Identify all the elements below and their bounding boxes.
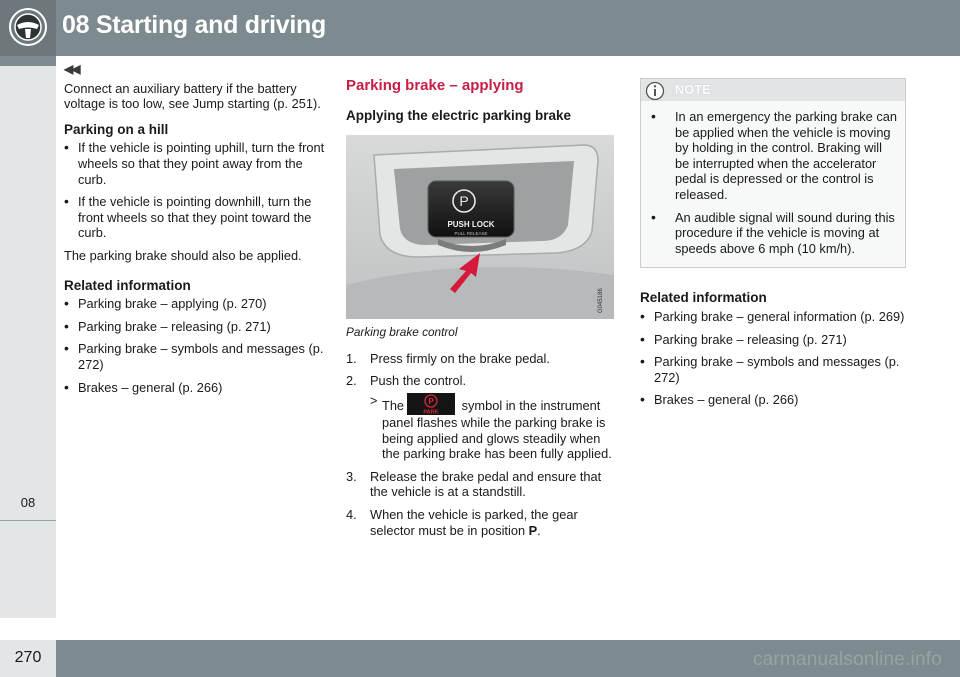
step-item — [346, 469, 618, 500]
related-link[interactable]: • Parking brake – releasing (p. 271) — [640, 332, 906, 348]
gear-position: P — [528, 522, 538, 538]
related-link[interactable]: • Brakes – general (p. 266) — [64, 380, 329, 396]
parking-brake-illustration — [346, 135, 614, 319]
step-text: Push the control. — [370, 373, 467, 389]
park-brake-symbol-icon — [407, 393, 455, 415]
watermark: carmanualsonline.info — [752, 649, 942, 670]
steps-list — [346, 351, 618, 538]
result-pre-text: The — [382, 397, 405, 413]
figure-caption: Parking brake control — [346, 325, 458, 340]
step-end: . — [537, 522, 541, 538]
figure-button-text: PUSH LOCK — [447, 220, 495, 230]
step-number: 1. — [346, 350, 357, 366]
related-link[interactable]: • Parking brake – symbols and messages (p. 272) — [64, 341, 329, 372]
step-number: 2. — [346, 373, 357, 389]
step-number: 3. — [346, 468, 357, 484]
related-heading: Related information — [64, 277, 191, 293]
side-tab-top-band — [0, 56, 56, 66]
step-item — [346, 351, 618, 367]
subheading: Applying the electric parking brake — [346, 107, 572, 123]
continued-arrows-icon: ◀◀ — [64, 62, 79, 76]
step-text: Press firmly on the brake pedal. — [370, 350, 550, 366]
right-column — [640, 78, 906, 415]
list-item: • If the vehicle is pointing downhill, turn the front wheels so that they point toward the curb. — [64, 194, 329, 241]
step-text: When the vehicle is parked, the gear selector must be in position — [370, 506, 578, 538]
note-header — [641, 79, 905, 101]
step-number: 4. — [346, 506, 357, 522]
note-label: NOTE — [675, 83, 711, 97]
related-link[interactable]: • Brakes – general (p. 266) — [640, 392, 906, 408]
note-body — [641, 101, 905, 267]
section-title: Parking brake – applying — [346, 77, 524, 94]
figure-symbol: P — [459, 193, 469, 210]
related-link[interactable]: • Parking brake – releasing (p. 271) — [64, 319, 329, 335]
page-number: 270 — [14, 649, 42, 666]
parking-brake-figure — [346, 135, 614, 319]
step-text: Release the brake pedal and ensure that the vehicle is at a standstill. — [370, 468, 602, 500]
result-marker: > — [370, 392, 378, 408]
related-list — [64, 296, 329, 395]
note-box — [640, 78, 906, 268]
info-icon — [645, 81, 665, 101]
middle-column — [346, 78, 618, 545]
steering-wheel-icon — [8, 7, 48, 47]
related-link[interactable]: • Parking brake – applying (p. 270) — [64, 296, 329, 312]
list-item: • An audible signal will sound during this procedure if the vehicle is moving at speeds above 6 mph (10 km/h). — [651, 210, 897, 257]
step-item — [346, 507, 618, 538]
brake-note-text: The parking brake should also be applied. — [64, 247, 302, 263]
park-icon-symbol: P — [428, 396, 434, 406]
hill-heading: Parking on a hill — [64, 121, 169, 137]
side-tab-divider — [0, 520, 56, 521]
step-result — [370, 393, 618, 462]
intro-text: Connect an auxiliary battery if the battery voltage is too low, see Jump starting (p. 251). — [64, 80, 321, 112]
side-chapter-number: 08 — [20, 495, 36, 510]
note-list — [651, 109, 897, 256]
left-column — [64, 62, 329, 402]
hill-list — [64, 140, 329, 241]
chapter-title: 08 Starting and driving — [62, 11, 326, 39]
step-item — [346, 373, 618, 461]
related-list — [640, 309, 906, 408]
related-link[interactable]: • Parking brake – general information (p. 269) — [640, 309, 906, 325]
list-item: • In an emergency the parking brake can be applied when the vehicle is moving by holding in the control. Braking will be interrupted when the accelerator pedal is depressed or the control is released. — [651, 109, 897, 203]
figure-button-subtext: PULL RELEASE — [454, 231, 488, 237]
related-link[interactable]: • Parking brake – symbols and messages (p. 272) — [640, 354, 906, 385]
related-heading: Related information — [640, 290, 767, 306]
result-post-text: symbol in the instrument panel flashes while the parking brake is being applied and glows steadily when the parking brake has been fully applied. — [382, 397, 612, 462]
park-icon-label: PARK — [423, 409, 439, 415]
figure-code: G045186 — [598, 288, 604, 314]
chapter-logo — [0, 0, 56, 56]
chapter-side-tab — [0, 56, 56, 618]
list-item: • If the vehicle is pointing uphill, turn the front wheels so that they point away from the curb. — [64, 140, 329, 187]
